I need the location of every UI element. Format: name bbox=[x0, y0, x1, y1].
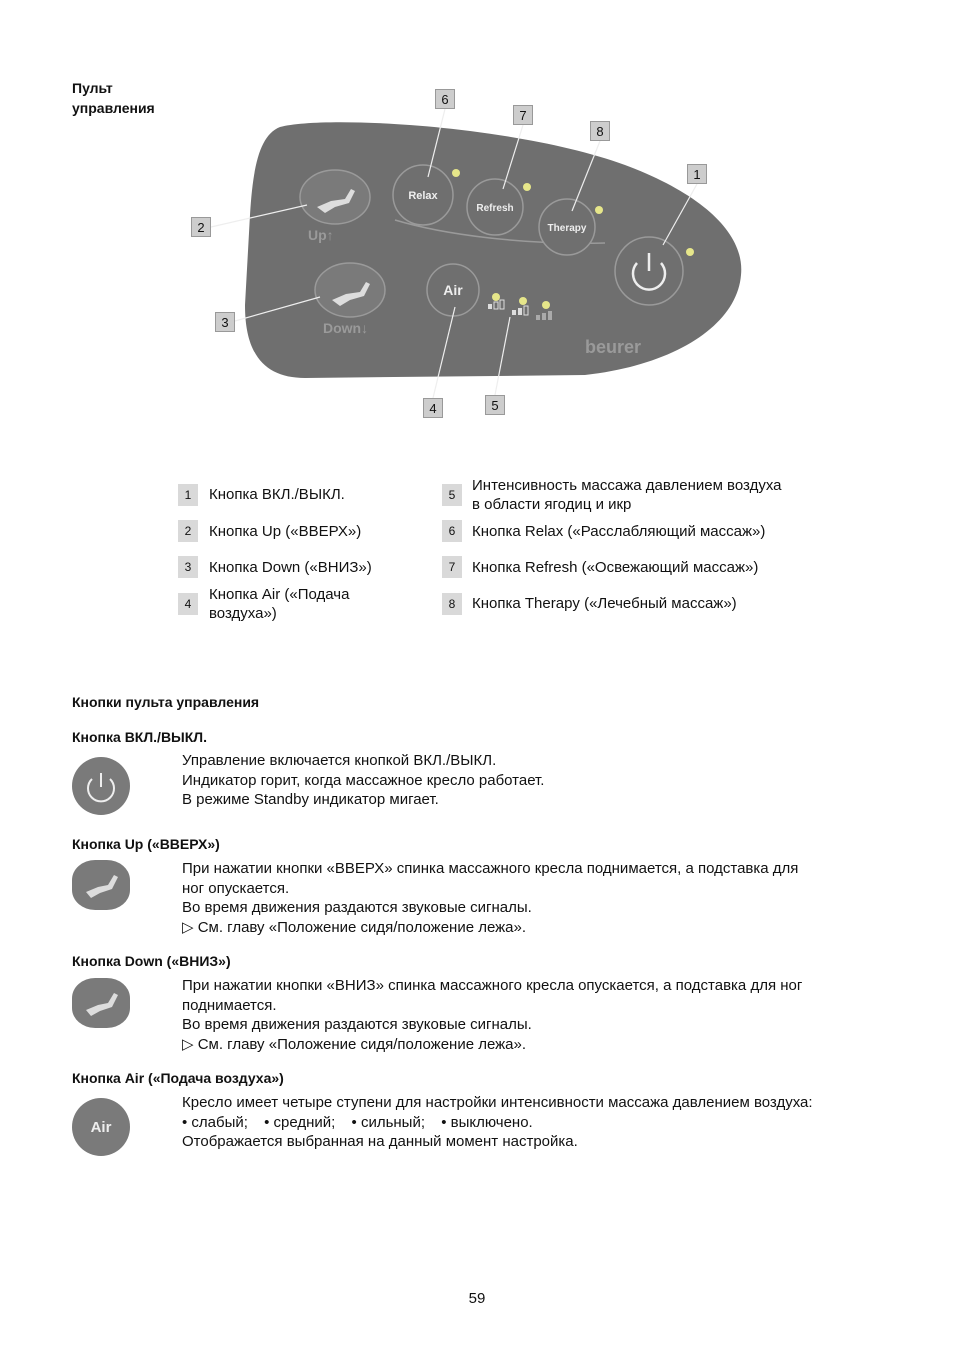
remote-control-illustration bbox=[185, 85, 755, 425]
callout-5: 5 bbox=[485, 395, 505, 415]
power-icon bbox=[72, 757, 130, 815]
buttons-heading: Кнопки пульта управления bbox=[72, 694, 260, 710]
callout-1: 1 bbox=[687, 164, 707, 184]
down-description: При нажатии кнопки «ВНИЗ» спинка массажного кресла опускается, а подставка для ног поднимается. Во время движения раздаются звуковые сигналы. ▷ См. главу «Положение сидя/положение лежа». bbox=[182, 977, 803, 1053]
callout-6: 6 bbox=[435, 89, 455, 109]
svg-text:Therapy: Therapy bbox=[547, 223, 587, 234]
brand-logo: beurer bbox=[585, 337, 642, 357]
power-button-icon bbox=[72, 757, 130, 815]
power-section-title: Кнопка ВКЛ./ВЫКЛ. bbox=[72, 729, 208, 745]
svg-text:Relax: Relax bbox=[408, 190, 438, 202]
up-description: При нажатии кнопки «ВВЕРХ» спинка массажного кресла поднимается, а подставка для ног опускается. Во время движения раздаются звуковые сигналы. ▷ См. главу «Положение сидя/положение лежа». bbox=[182, 860, 799, 936]
relax-indicator bbox=[452, 169, 460, 177]
power-description: Управление включается кнопкой ВКЛ./ВЫКЛ. Индикатор горит, когда массажное кресло работает. В режиме Standby индикатор мигает. bbox=[182, 752, 545, 808]
power-indicator bbox=[686, 248, 694, 256]
svg-text:Refresh: Refresh bbox=[476, 203, 514, 214]
callout-8: 8 bbox=[590, 121, 610, 141]
page-number: 59 bbox=[468, 1290, 486, 1307]
chair-up-icon bbox=[72, 860, 130, 910]
air-button[interactable] bbox=[427, 264, 479, 316]
therapy-indicator bbox=[595, 206, 603, 214]
chair-down-icon bbox=[72, 978, 130, 1028]
callout-3: 3 bbox=[215, 312, 235, 332]
air-button-icon: Air bbox=[72, 1098, 130, 1156]
callout-2: 2 bbox=[191, 217, 211, 237]
svg-text:Down↓: Down↓ bbox=[323, 320, 369, 336]
callout-4: 4 bbox=[423, 398, 443, 418]
callout-7: 7 bbox=[513, 105, 533, 125]
svg-text:Air: Air bbox=[443, 282, 463, 298]
refresh-indicator bbox=[523, 183, 531, 191]
svg-text:Up↑: Up↑ bbox=[308, 227, 334, 243]
air-section-title: Кнопка Air («Подача воздуха») bbox=[72, 1070, 284, 1086]
air-levels-list: • слабый; • средний; • сильный; • выключено. bbox=[182, 1113, 533, 1131]
up-section-title: Кнопка Up («ВВЕРХ») bbox=[72, 836, 220, 852]
down-section-title: Кнопка Down («ВНИЗ») bbox=[72, 953, 231, 969]
panel-title: Пульт управления bbox=[72, 80, 155, 116]
air-description: Кресло имеет четыре ступени для настройки интенсивности массажа давлением воздуха: • слабый; • средний; • сильный; • выключено. Отображается выбранная на данный момент настройка. bbox=[182, 1093, 882, 1152]
